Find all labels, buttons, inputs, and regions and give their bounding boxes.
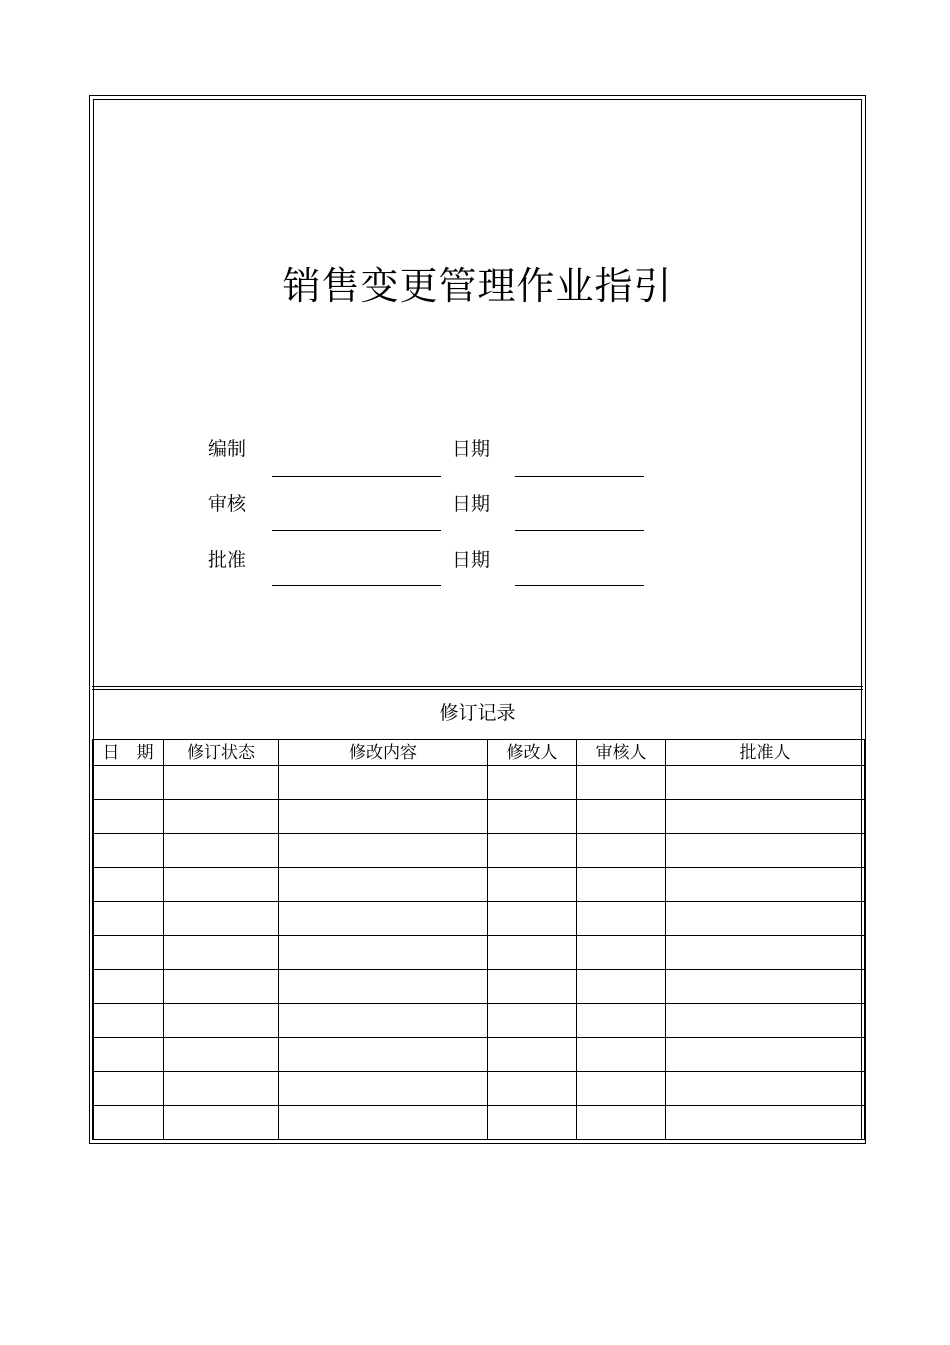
table-cell[interactable] — [577, 1038, 666, 1072]
table-cell[interactable] — [666, 902, 865, 936]
reviewed-date-line[interactable] — [515, 530, 644, 531]
table-cell[interactable] — [666, 1038, 865, 1072]
approved-date-line[interactable] — [515, 585, 644, 586]
table-cell[interactable] — [488, 1072, 577, 1106]
table-cell[interactable] — [488, 800, 577, 834]
table-cell[interactable] — [279, 868, 488, 902]
header-date: 日 期 — [93, 740, 164, 766]
table-cell[interactable] — [577, 936, 666, 970]
table-cell[interactable] — [93, 1072, 164, 1106]
table-cell[interactable] — [577, 970, 666, 1004]
reviewed-date-label: 日期 — [452, 493, 491, 515]
table-cell[interactable] — [488, 936, 577, 970]
table-cell[interactable] — [164, 936, 279, 970]
table-cell[interactable] — [164, 1004, 279, 1038]
table-cell[interactable] — [93, 868, 164, 902]
document-title: 销售变更管理作业指引 — [282, 264, 673, 308]
table-cell[interactable] — [488, 1004, 577, 1038]
table-cell[interactable] — [164, 800, 279, 834]
table-cell[interactable] — [164, 1038, 279, 1072]
prepared-by-line[interactable] — [272, 476, 441, 477]
section-divider-secondary — [92, 689, 863, 690]
table-row — [93, 1106, 865, 1140]
header-revision-status: 修订状态 — [164, 740, 279, 766]
table-cell[interactable] — [577, 766, 666, 800]
table-cell[interactable] — [279, 936, 488, 970]
table-cell[interactable] — [93, 1038, 164, 1072]
table-cell[interactable] — [93, 902, 164, 936]
table-row — [93, 902, 865, 936]
table-cell[interactable] — [666, 834, 865, 868]
table-cell[interactable] — [279, 1072, 488, 1106]
table-cell[interactable] — [279, 970, 488, 1004]
table-cell[interactable] — [164, 868, 279, 902]
table-cell[interactable] — [488, 1106, 577, 1140]
header-modified-by: 修改人 — [488, 740, 577, 766]
table-cell[interactable] — [279, 1038, 488, 1072]
table-cell[interactable] — [164, 902, 279, 936]
reviewed-by-line[interactable] — [272, 530, 441, 531]
table-cell[interactable] — [488, 902, 577, 936]
table-cell[interactable] — [279, 834, 488, 868]
header-approved-by: 批准人 — [666, 740, 865, 766]
revision-header-row — [93, 740, 865, 766]
header-reviewed-by: 审核人 — [577, 740, 666, 766]
table-cell[interactable] — [164, 970, 279, 1004]
table-cell[interactable] — [164, 834, 279, 868]
table-cell[interactable] — [93, 1106, 164, 1140]
revision-record-title: 修订记录 — [439, 702, 516, 724]
table-cell[interactable] — [666, 1106, 865, 1140]
table-cell[interactable] — [488, 970, 577, 1004]
table-cell[interactable] — [279, 902, 488, 936]
table-cell[interactable] — [488, 868, 577, 902]
revision-table — [92, 739, 865, 1140]
table-cell[interactable] — [577, 868, 666, 902]
table-row — [93, 936, 865, 970]
table-cell[interactable] — [279, 1004, 488, 1038]
table-row — [93, 1004, 865, 1038]
table-cell[interactable] — [577, 1106, 666, 1140]
approved-by-line[interactable] — [272, 585, 441, 586]
table-cell[interactable] — [164, 766, 279, 800]
table-cell[interactable] — [93, 936, 164, 970]
table-cell[interactable] — [164, 1072, 279, 1106]
header-change-content: 修改内容 — [279, 740, 488, 766]
prepared-by-label: 编制 — [208, 438, 247, 460]
table-cell[interactable] — [279, 800, 488, 834]
table-cell[interactable] — [577, 1004, 666, 1038]
table-cell[interactable] — [577, 1072, 666, 1106]
table-cell[interactable] — [164, 1106, 279, 1140]
approved-by-label: 批准 — [208, 549, 247, 571]
table-row — [93, 834, 865, 868]
table-row — [93, 800, 865, 834]
table-cell[interactable] — [279, 766, 488, 800]
table-cell[interactable] — [666, 1072, 865, 1106]
prepared-date-label: 日期 — [452, 438, 491, 460]
table-cell[interactable] — [488, 1038, 577, 1072]
table-cell[interactable] — [666, 1004, 865, 1038]
table-row — [93, 766, 865, 800]
table-cell[interactable] — [666, 766, 865, 800]
table-row — [93, 868, 865, 902]
table-cell[interactable] — [666, 800, 865, 834]
section-divider — [92, 686, 863, 687]
table-cell[interactable] — [577, 902, 666, 936]
approved-date-label: 日期 — [452, 549, 491, 571]
table-cell[interactable] — [93, 1004, 164, 1038]
table-row — [93, 1072, 865, 1106]
revision-table-body — [93, 766, 865, 1140]
table-cell[interactable] — [577, 800, 666, 834]
table-cell[interactable] — [93, 800, 164, 834]
prepared-date-line[interactable] — [515, 476, 644, 477]
table-cell[interactable] — [577, 834, 666, 868]
table-cell[interactable] — [488, 766, 577, 800]
reviewed-by-label: 审核 — [208, 493, 247, 515]
table-cell[interactable] — [279, 1106, 488, 1140]
table-cell[interactable] — [666, 970, 865, 1004]
table-cell[interactable] — [488, 834, 577, 868]
table-cell[interactable] — [93, 970, 164, 1004]
table-cell[interactable] — [666, 936, 865, 970]
table-row — [93, 970, 865, 1004]
table-cell[interactable] — [93, 766, 164, 800]
table-cell[interactable] — [666, 868, 865, 902]
table-cell[interactable] — [93, 834, 164, 868]
table-row — [93, 1038, 865, 1072]
